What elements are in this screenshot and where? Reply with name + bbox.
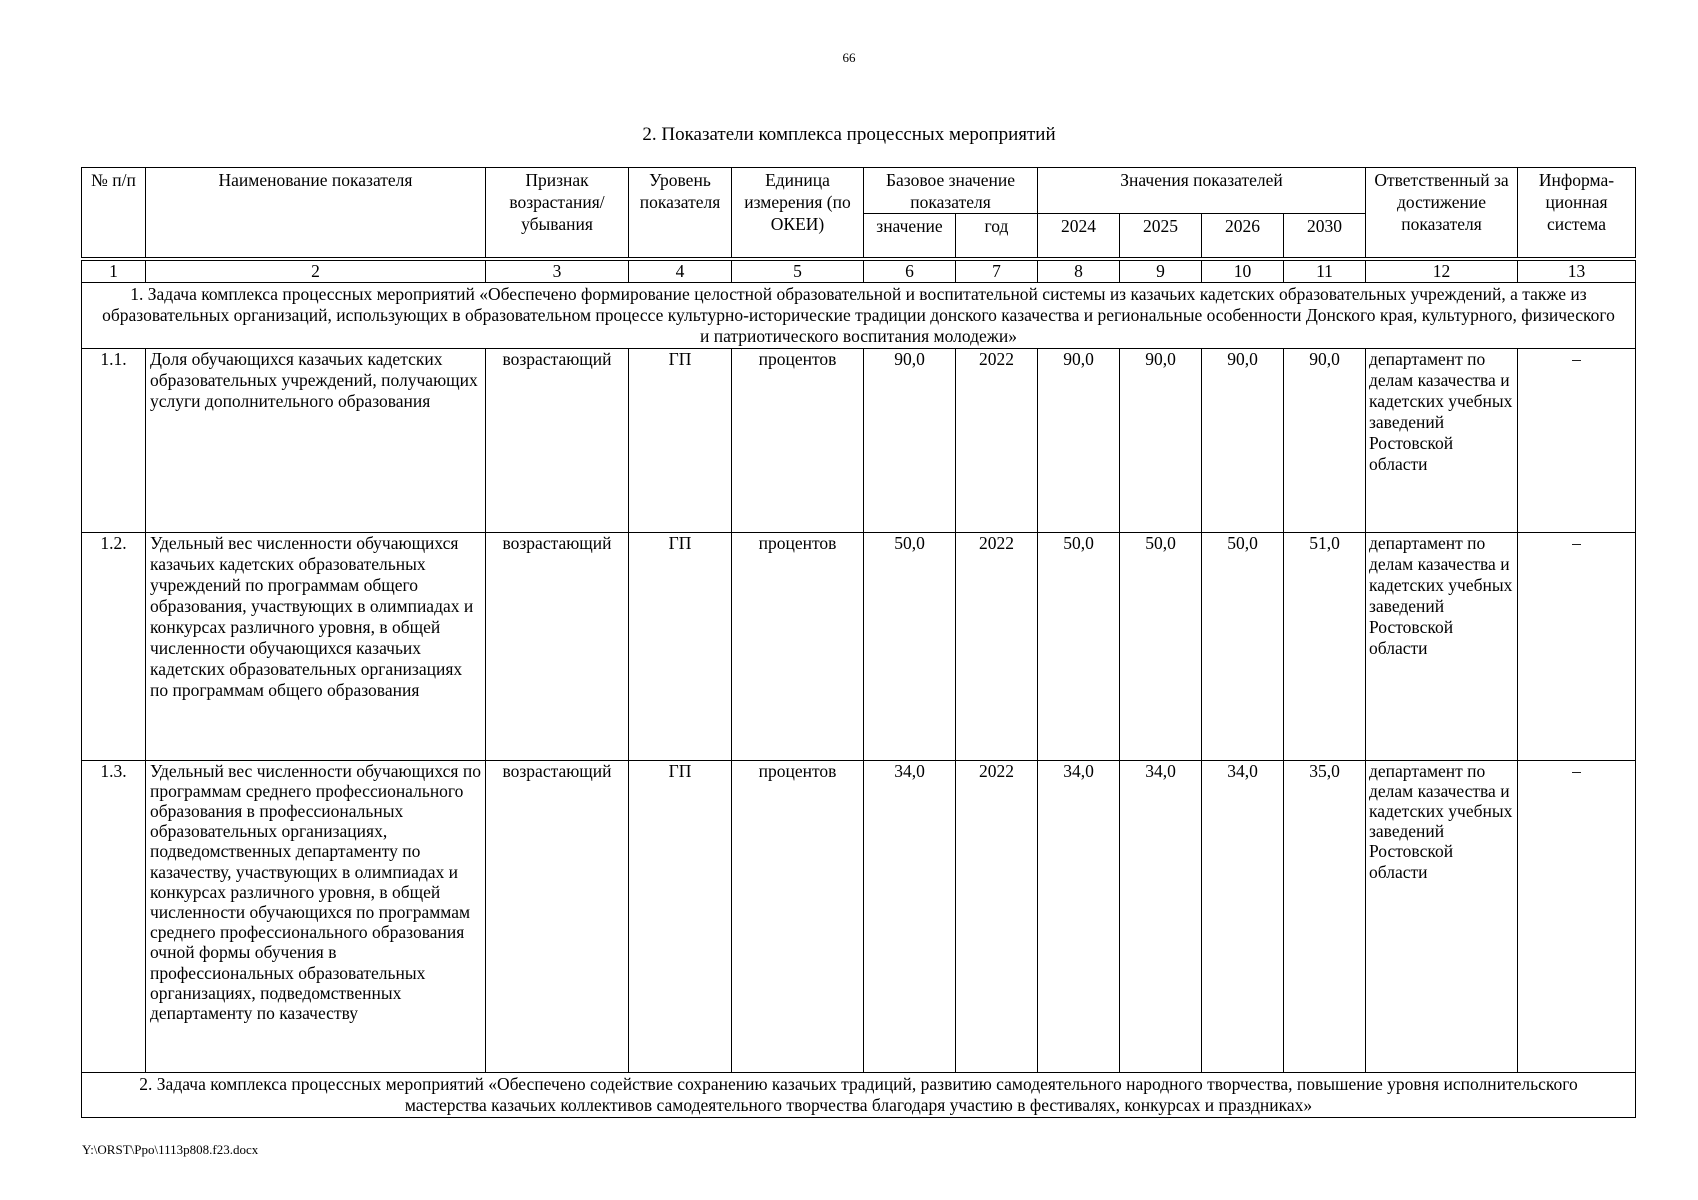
value-2025: 34,0: [1120, 760, 1202, 1072]
base-value: 50,0: [864, 532, 956, 760]
responsible-value: департамент по делам казачества и кадетских учебных заведений Ростовской области: [1366, 532, 1518, 760]
value-2025: 50,0: [1120, 532, 1202, 760]
row-num: 1.2.: [82, 532, 146, 760]
header-name: Наименование показателя: [146, 168, 486, 259]
header-base-year: год: [956, 214, 1038, 259]
column-number: 6: [864, 259, 956, 283]
value-2024: 90,0: [1038, 348, 1120, 532]
header-responsible: Ответственный за достижение показателя: [1366, 168, 1518, 259]
responsible-value: департамент по делам казачества и кадетских учебных заведений Ростовской области: [1366, 348, 1518, 532]
table-row: [82, 760, 1636, 1072]
value-2026: 50,0: [1202, 532, 1284, 760]
column-number: 11: [1284, 259, 1366, 283]
header-year-2024: 2024: [1038, 214, 1120, 259]
header-year-2030: 2030: [1284, 214, 1366, 259]
level-value: ГП: [629, 760, 732, 1072]
base-year: 2022: [956, 760, 1038, 1072]
indicators-table: [81, 167, 1636, 1118]
column-number-row: [82, 259, 1636, 283]
unit-value: процентов: [732, 760, 864, 1072]
column-number: 7: [956, 259, 1038, 283]
column-number: 8: [1038, 259, 1120, 283]
page-title: 2. Показатели комплекса процессных мероприятий: [642, 124, 1056, 145]
task-row: [82, 1072, 1636, 1117]
page-number: 66: [842, 50, 856, 65]
header-base: Базовое значение показателя: [864, 168, 1038, 214]
task-row: [82, 282, 1636, 348]
column-number: 5: [732, 259, 864, 283]
row-num: 1.3.: [82, 760, 146, 1072]
value-2024: 34,0: [1038, 760, 1120, 1072]
info-system-value: –: [1518, 348, 1636, 532]
unit-value: процентов: [732, 348, 864, 532]
column-number: 10: [1202, 259, 1284, 283]
table-row: [82, 532, 1636, 760]
value-2024: 50,0: [1038, 532, 1120, 760]
info-system-value: –: [1518, 532, 1636, 760]
responsible-value: департамент по делам казачества и кадетских учебных заведений Ростовской области: [1366, 760, 1518, 1072]
column-number: 1: [82, 259, 146, 283]
header-base-value: значение: [864, 214, 956, 259]
value-2030: 35,0: [1284, 760, 1366, 1072]
header-num: № п/п: [82, 168, 146, 259]
indicator-name: Доля обучающихся казачьих кадетских образовательных учреждений, получающих услуги дополнительного образования: [146, 348, 486, 532]
value-2026: 34,0: [1202, 760, 1284, 1072]
base-year: 2022: [956, 532, 1038, 760]
base-value: 34,0: [864, 760, 956, 1072]
trend-value: возрастающий: [486, 532, 629, 760]
column-number: 3: [486, 259, 629, 283]
header-unit: Единица измерения (по ОКЕИ): [732, 168, 864, 259]
table-row: [82, 348, 1636, 532]
trend-value: возрастающий: [486, 760, 629, 1072]
value-2030: 51,0: [1284, 532, 1366, 760]
base-value: 90,0: [864, 348, 956, 532]
info-system-value: –: [1518, 760, 1636, 1072]
header-info-system: Информа-ционная система: [1518, 168, 1636, 259]
indicator-name: Удельный вес численности обучающихся казачьих кадетских образовательных учреждений по программам общего образования, участвующих в олимпиадах и конкурсах различного уровня, в общей численности обучающихся казачьих кадетских образовательных организациях по программам общего образования: [146, 532, 486, 760]
column-number: 12: [1366, 259, 1518, 283]
header-trend: Признак возрастания/ убывания: [486, 168, 629, 259]
header-year-2026: 2026: [1202, 214, 1284, 259]
column-number: 9: [1120, 259, 1202, 283]
header-values: Значения показателей: [1038, 168, 1366, 214]
row-num: 1.1.: [82, 348, 146, 532]
indicator-name: Удельный вес численности обучающихся по программам среднего профессионального образования в профессиональных образовательных организациях, подведомственных департаменту по казачеству, участвующих в олимпиадах и конкурсах различного уровня, в общей численности обучающихся по программам среднего профессионального образования очной формы обучения в профессиональных образовательных организациях, подведомственных департаменту по казачеству: [146, 760, 486, 1072]
header-year-2025: 2025: [1120, 214, 1202, 259]
level-value: ГП: [629, 348, 732, 532]
base-year: 2022: [956, 348, 1038, 532]
task-1-heading: 1. Задача комплекса процессных мероприятий «Обеспечено формирование целостной образовательной и воспитательной системы из казачьих кадетских образовательных учреждений, а также из образовательных организаций, использующих в образовательном процессе культурно-исторические традиции донского казачества и региональные особенности Донского края, культурного, физического и патриотического воспитания молодежи»: [82, 282, 1636, 348]
value-2026: 90,0: [1202, 348, 1284, 532]
unit-value: процентов: [732, 532, 864, 760]
header-row: [82, 168, 1636, 214]
value-2025: 90,0: [1120, 348, 1202, 532]
header-level: Уровень показателя: [629, 168, 732, 259]
column-number: 4: [629, 259, 732, 283]
task-2-heading: 2. Задача комплекса процессных мероприятий «Обеспечено содействие сохранению казачьих традиций, развитию самодеятельного народного творчества, повышение уровня исполнительского мастерства казачьих коллективов самодеятельного творчества благодаря участию в фестивалях, конкурсах и праздниках»: [82, 1072, 1636, 1117]
column-number: 2: [146, 259, 486, 283]
trend-value: возрастающий: [486, 348, 629, 532]
level-value: ГП: [629, 532, 732, 760]
file-path: Y:\ORST\Ppo\1113p808.f23.docx: [82, 1142, 259, 1157]
column-number: 13: [1518, 259, 1636, 283]
value-2030: 90,0: [1284, 348, 1366, 532]
